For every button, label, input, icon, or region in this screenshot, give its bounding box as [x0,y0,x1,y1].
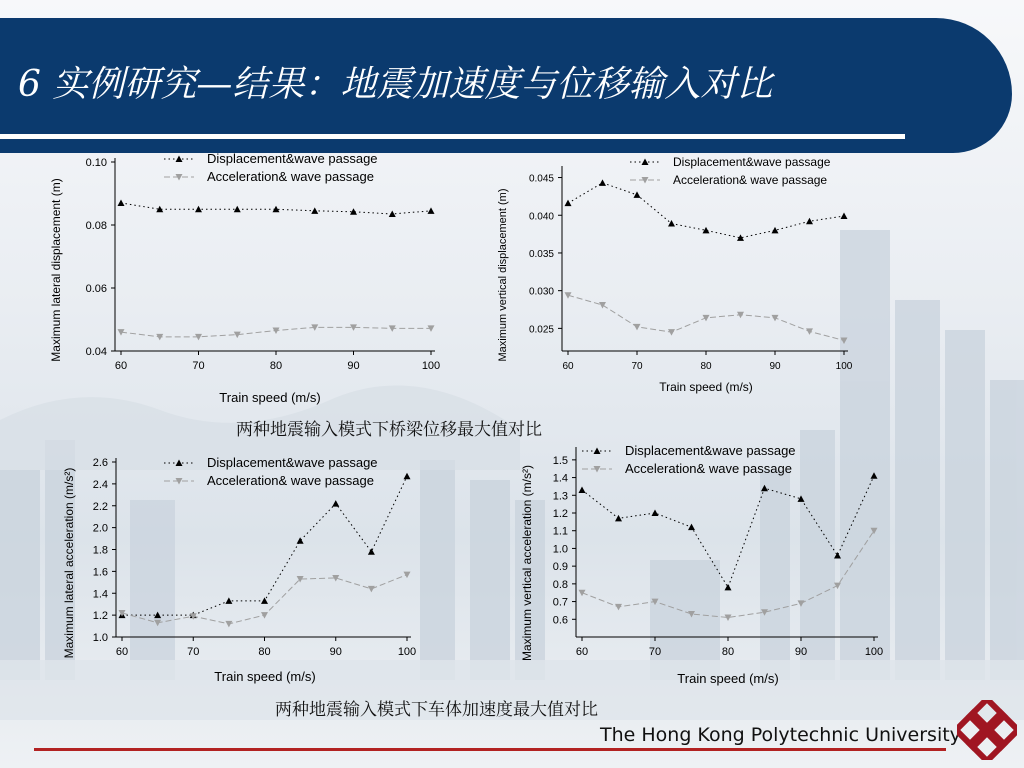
series-line-displacement [582,476,874,588]
x-tick-label: 100 [864,646,884,658]
caption-displacement: 两种地震输入模式下桥梁位移最大值对比 [236,420,542,440]
y-tick-label: 2.6 [92,457,108,469]
y-tick-label: 0.6 [552,614,568,627]
y-tick-label: 1.5 [552,454,568,467]
y-tick-label: 0.9 [552,561,568,574]
y-tick-label: 1.1 [552,525,568,538]
x-tick-label: 80 [721,646,735,658]
legend-label: Acceleration& wave passage [207,473,374,488]
y-axis-label: Maximum lateral acceleration (m/s²) [62,467,76,659]
footer-line [34,748,946,751]
y-tick-label: 1.3 [552,490,568,503]
data-point-acceleration [579,590,586,597]
data-point-acceleration [834,583,841,590]
y-tick-label: 2.4 [92,478,108,491]
x-axis-label: Train speed (m/s) [659,380,753,394]
y-tick-label: 0.040 [528,211,554,223]
slide-title: 6 实例研究—结果：地震加速度与位移输入对比 [18,64,773,105]
y-tick-label: 1.2 [92,610,108,623]
data-point-acceleration [615,604,622,611]
university-name: The Hong Kong Polytechnic University [600,724,961,746]
y-axis-label: Maximum vertical acceleration (m/s²) [520,464,534,662]
legend-label: Displacement&wave passage [207,151,378,166]
x-tick-label: 90 [769,361,781,372]
y-tick-label: 0.045 [528,173,554,185]
y-tick-label: 0.025 [528,324,554,336]
data-point-acceleration [798,600,805,607]
x-tick-label: 70 [648,646,662,658]
legend-label: Displacement&wave passage [625,443,796,458]
data-point-displacement [834,552,841,559]
data-point-acceleration [871,528,878,535]
x-tick-label: 70 [631,361,643,372]
x-tick-label: 60 [114,360,128,372]
y-tick-label: 2.0 [92,522,108,535]
legend-label: Acceleration& wave passage [625,461,792,476]
x-tick-label: 100 [397,646,417,658]
data-point-displacement [871,472,878,479]
legend-label: Displacement&wave passage [207,455,378,470]
legend-label: Displacement&wave passage [673,155,831,169]
y-tick-label: 0.06 [85,283,107,295]
x-tick-label: 80 [269,360,283,372]
x-tick-label: 90 [794,646,808,658]
x-tick-label: 60 [115,646,129,658]
data-point-displacement [725,584,732,591]
x-axis-label: Train speed (m/s) [677,671,779,686]
y-tick-label: 0.04 [85,346,107,358]
y-tick-label: 0.030 [528,286,554,298]
legend-label: Acceleration& wave passage [673,173,828,187]
caption-acceleration: 两种地震输入模式下车体加速度最大值对比 [275,700,598,720]
y-axis-label: Maximum lateral displacement (m) [49,178,63,362]
x-tick-label: 80 [258,646,271,658]
data-point-displacement [688,524,695,531]
data-point-displacement [761,485,768,492]
x-axis-label: Train speed (m/s) [219,390,321,405]
university-logo-icon [957,700,1017,760]
data-point-displacement [652,510,659,517]
x-tick-label: 70 [192,360,205,372]
y-tick-label: 0.08 [85,220,107,232]
y-tick-label: 1.0 [552,543,568,556]
y-tick-label: 1.4 [552,472,568,485]
y-tick-label: 0.7 [552,596,568,609]
y-axis-label: Maximum vertical displacement (m) [497,188,509,362]
x-tick-label: 70 [187,646,200,658]
x-tick-label: 100 [835,361,853,372]
y-tick-label: 1.2 [552,508,568,520]
x-tick-label: 60 [562,361,574,372]
y-tick-label: 0.8 [552,578,568,591]
y-tick-label: 1.8 [92,544,108,557]
y-tick-label: 0.10 [85,157,107,169]
x-tick-label: 80 [700,361,712,372]
data-point-displacement [579,486,586,493]
x-axis-label: Train speed (m/s) [214,669,316,684]
y-tick-label: 1.4 [92,588,108,601]
y-tick-label: 2.2 [92,500,108,513]
x-tick-label: 90 [347,360,360,372]
x-tick-label: 90 [329,646,342,658]
x-tick-label: 60 [575,646,589,658]
series-line-acceleration [582,531,874,618]
legend-marker [594,448,601,455]
y-tick-label: 1.6 [92,566,108,579]
legend-label: Acceleration& wave passage [207,169,374,184]
y-tick-label: 0.035 [528,248,554,260]
x-tick-label: 100 [421,360,441,372]
data-point-displacement [615,515,622,522]
y-tick-label: 1.0 [92,632,108,644]
